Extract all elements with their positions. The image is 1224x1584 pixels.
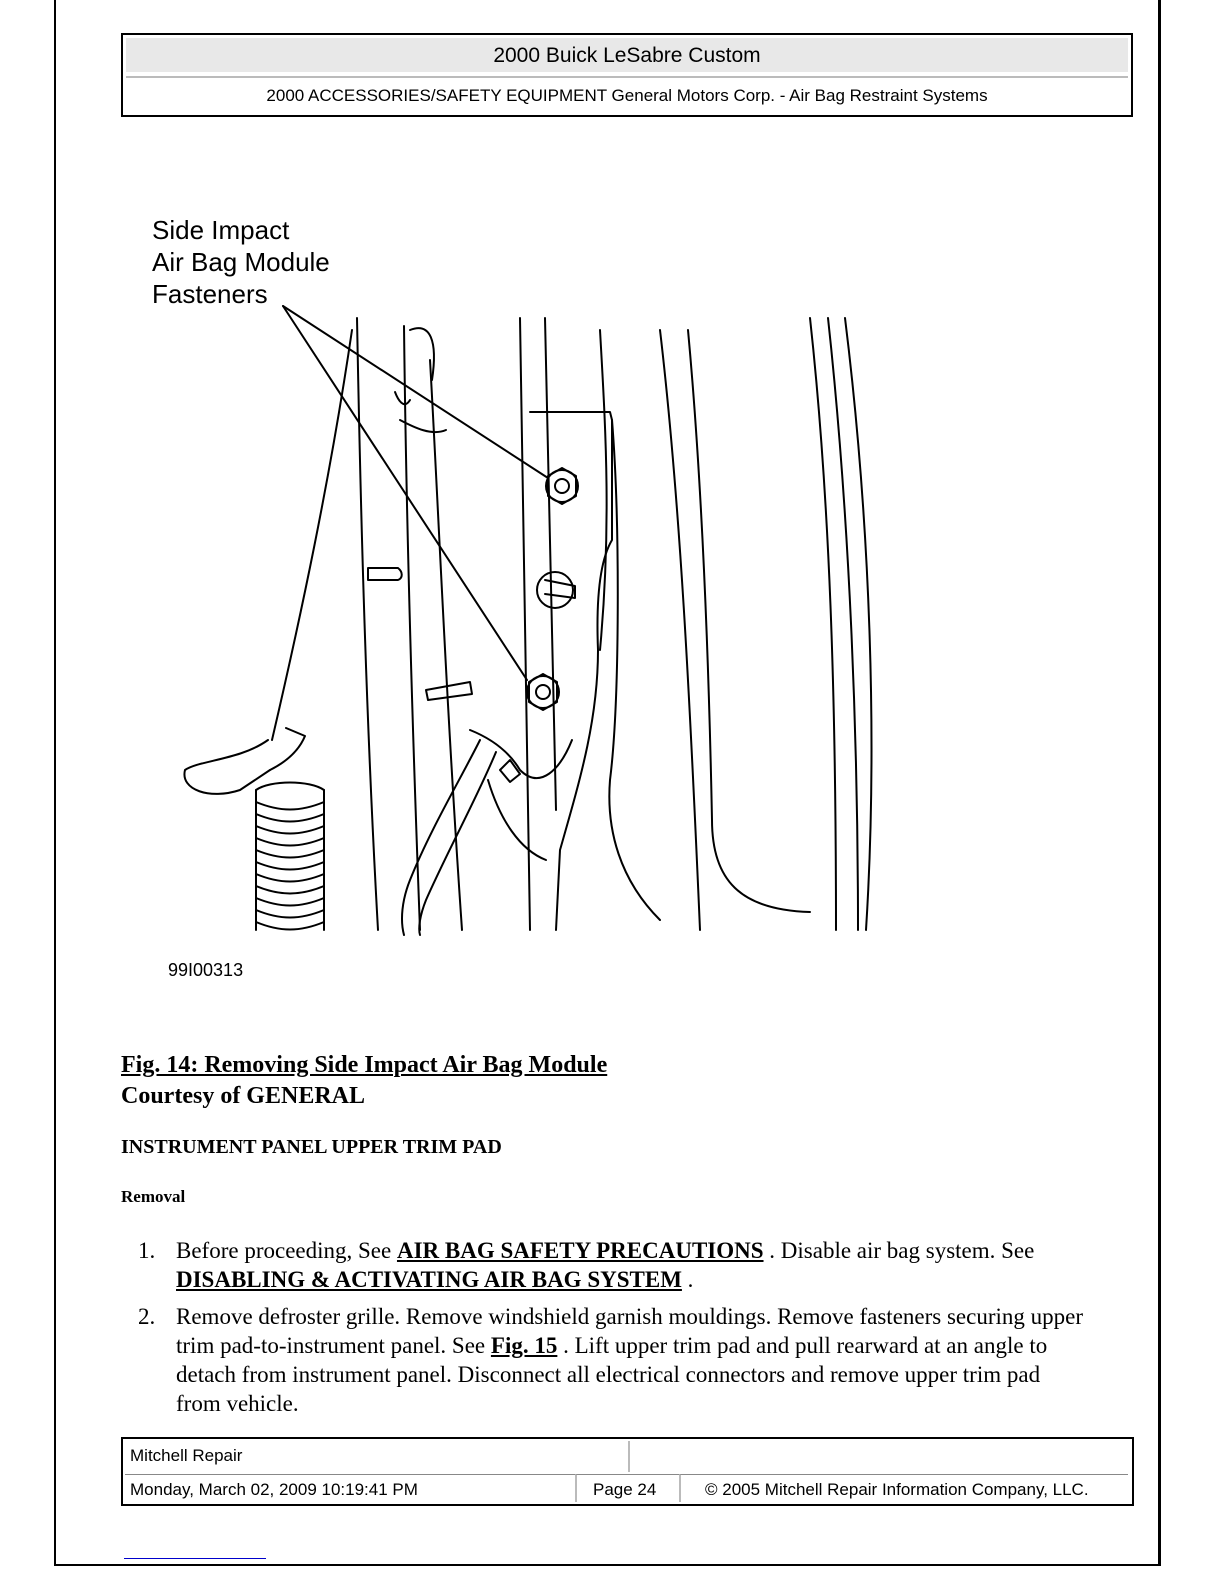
step-text: . Lift upper trim pad and pull rearward at an angle to detach from instrument panel. Disconnect all electrical connectors and remove upper trim pad from vehicle.: [176, 1333, 1048, 1416]
document-title: 2000 Buick LeSabre Custom: [126, 38, 1128, 72]
step-text: Before proceeding, See: [176, 1238, 397, 1263]
leader-line-upper: [283, 306, 548, 478]
center-stud: [537, 572, 573, 608]
footer-empty-cell: [628, 1441, 1128, 1472]
document-footer: [121, 1437, 1134, 1506]
step-text: Remove defroster grille. Remove windshield garnish mouldings. Remove fasteners securing upper trim pad-to-instrument panel. See: [176, 1304, 1084, 1358]
step-number: 2.: [138, 1304, 156, 1329]
document-header: [121, 33, 1133, 117]
footer-page: Page 24: [575, 1474, 679, 1502]
list-item: [138, 1236, 1088, 1294]
figure-label-line-2: Air Bag Module: [152, 247, 330, 277]
figure-caption-title[interactable]: Fig. 14: Removing Side Impact Air Bag Module: [121, 1052, 608, 1078]
strap: [272, 330, 352, 740]
spring-outline: [256, 790, 324, 930]
pillar-edge: [357, 318, 378, 930]
divider: [124, 1558, 266, 1559]
footer-source: Mitchell Repair: [130, 1446, 243, 1465]
removal-steps: [138, 1236, 1088, 1426]
figure-courtesy: Courtesy of GENERAL: [121, 1083, 365, 1109]
figure-caption: [121, 1050, 607, 1112]
figure-label-line-1: Side Impact: [152, 215, 290, 245]
step-number: 1.: [138, 1238, 156, 1263]
section-title: INSTRUMENT PANEL UPPER TRIM PAD: [121, 1136, 502, 1158]
subsection-title: Removal: [121, 1187, 186, 1206]
step-text: .: [681, 1267, 694, 1292]
document-subtitle: 2000 ACCESSORIES/SAFETY EQUIPMENT General Motors Corp. - Air Bag Restraint Systems: [126, 76, 1128, 112]
disabling-activating-link[interactable]: DISABLING & ACTIVATING AIR BAG SYSTEM: [176, 1267, 682, 1292]
footer-copyright: © 2005 Mitchell Repair Information Company, LLC.: [679, 1474, 1128, 1502]
module-bracket: [520, 318, 530, 930]
figure-label-line-3: Fasteners: [152, 279, 268, 309]
step-text: . Disable air bag system. See: [763, 1238, 1035, 1263]
fig-15-link[interactable]: Fig. 15: [490, 1333, 558, 1358]
footer-date: Monday, March 02, 2009 10:19:41 PM: [125, 1474, 575, 1502]
figure-id: 99I00313: [168, 960, 244, 980]
air-bag-safety-precautions-link[interactable]: AIR BAG SAFETY PRECAUTIONS: [396, 1238, 764, 1263]
list-item: [138, 1302, 1088, 1418]
air-bag-module-illustration: [140, 205, 900, 995]
